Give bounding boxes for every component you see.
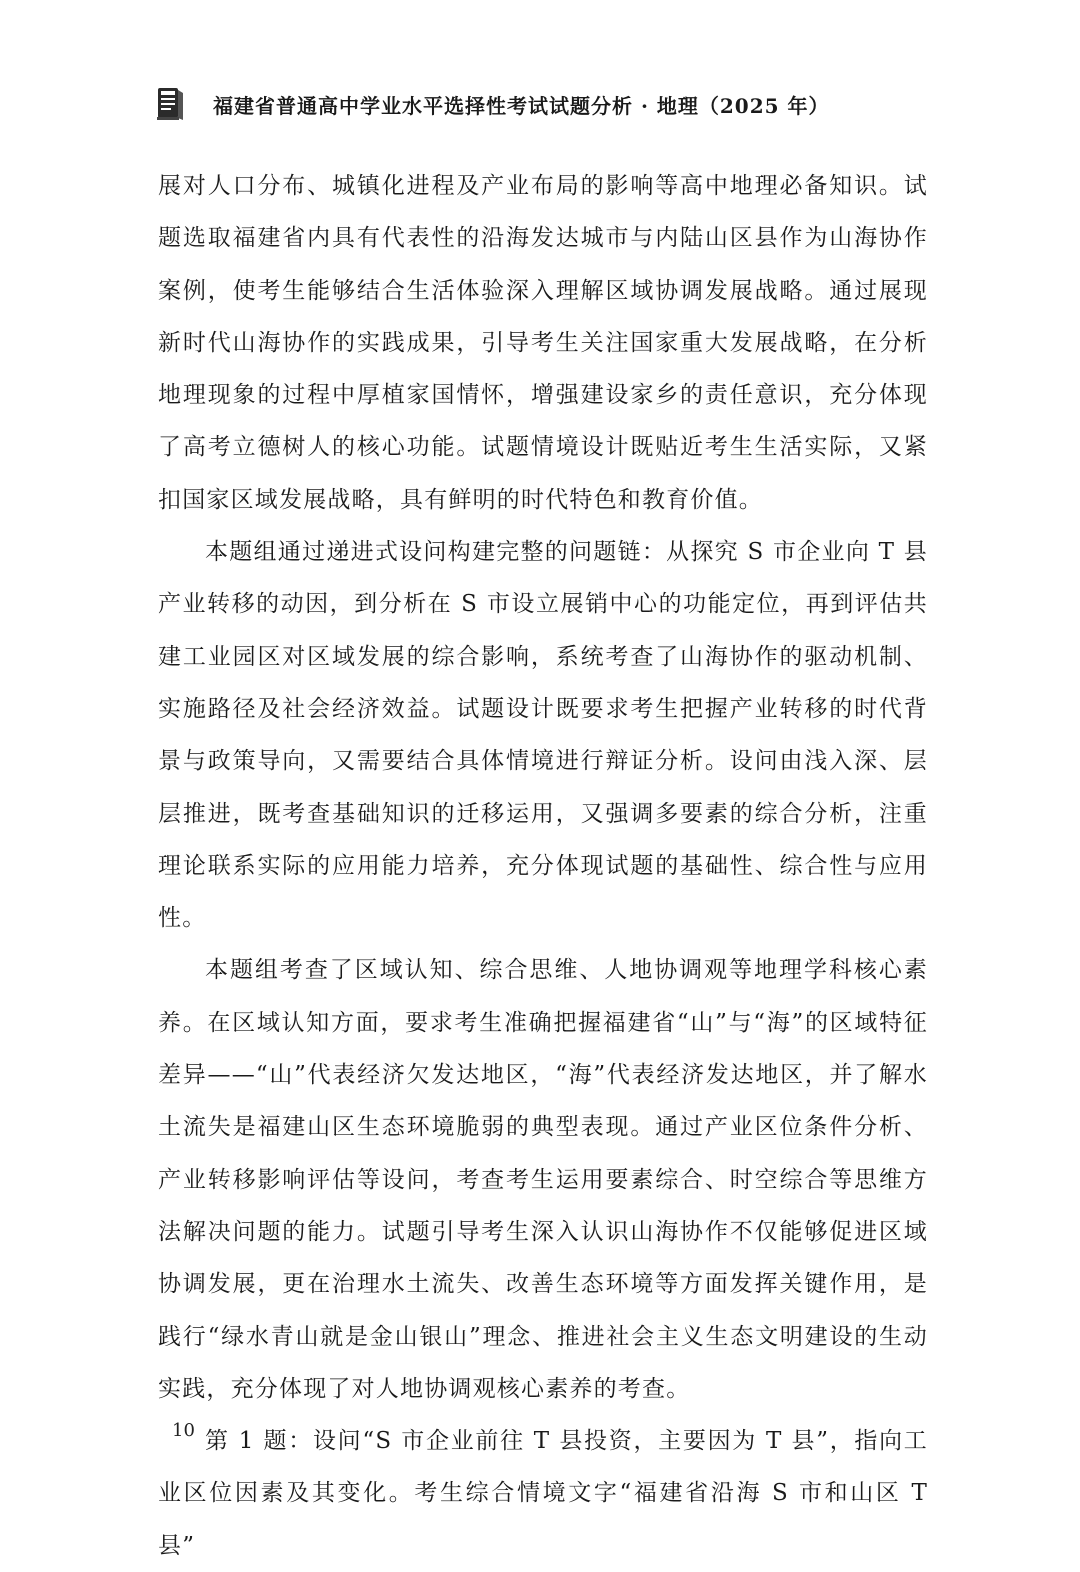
- book-icon: [155, 84, 185, 122]
- paragraph-1: 展对人口分布、城镇化进程及产业布局的影响等高中地理必备知识。试题选取福建省内具有代表性的沿海发达城市与内陆山区县作为山海协作案例，使考生能够结合生活体验深入理解区域协调发展战略。通过展现新时代山海协作的实践成果，引导考生关注国家重大发展战略，在分析地理现象的过程中厚植家国情怀，增强建设家乡的责任意识，充分体现了高考立德树人的核心功能。试题情境设计既贴近考生生活实际，又紧扣国家区域发展战略，具有鲜明的时代特色和教育价值。: [158, 173, 928, 513]
- paragraph-3: 本题组考查了区域认知、综合思维、人地协调观等地理学科核心素养。在区域认知方面，要求考生准确把握福建省“山”与“海”的区域特征差异——“山”代表经济欠发达地区，“海”代表经济发达地区，并了解水土流失是福建山区生态环境脆弱的典型表现。通过产业区位条件分析、产业转移影响评估等设问，考查考生运用要素综合、时空综合等思维方法解决问题的能力。试题引导考生深入认识山海协作不仅能够促进区域协调发展，更在治理水土流失、改善生态环境等方面发挥关键作用，是践行“绿水青山就是金山银山”理念、推进社会主义生态文明建设的生动实践，充分体现了对人地协调观核心素养的考查。: [158, 957, 928, 1402]
- paragraph-2: 本题组通过递进式设问构建完整的问题链：从探究 S 市企业向 T 县产业转移的动因，到分析在 S 市设立展销中心的功能定位，再到评估共建工业园区对区域发展的综合影响，系统考查了山海协作的驱动机制、实施路径及社会经济效益。试题设计既要求考生把握产业转移的时代背景与政策导向，又需要结合具体情境进行辩证分析。设问由浅入深、层层推进，既考查基础知识的迁移运用，又强调多要素的综合分析，注重理论联系实际的应用能力培养，充分体现试题的基础性、综合性与应用性。: [158, 539, 928, 932]
- body-text: [158, 160, 928, 1572]
- page-number: 10: [172, 1420, 195, 1441]
- page-header: [155, 78, 915, 128]
- header-title: 福建省普通高中学业水平选择性考试试题分析 · 地理（2025 年）: [213, 94, 830, 118]
- paragraph-4: 第 1 题：设问“S 市企业前往 T 县投资，主要因为 T 县”，指向工业区位因素及其变化。考生综合情境文字“福建省沿海 S 市和山区 T 县”: [158, 1428, 928, 1559]
